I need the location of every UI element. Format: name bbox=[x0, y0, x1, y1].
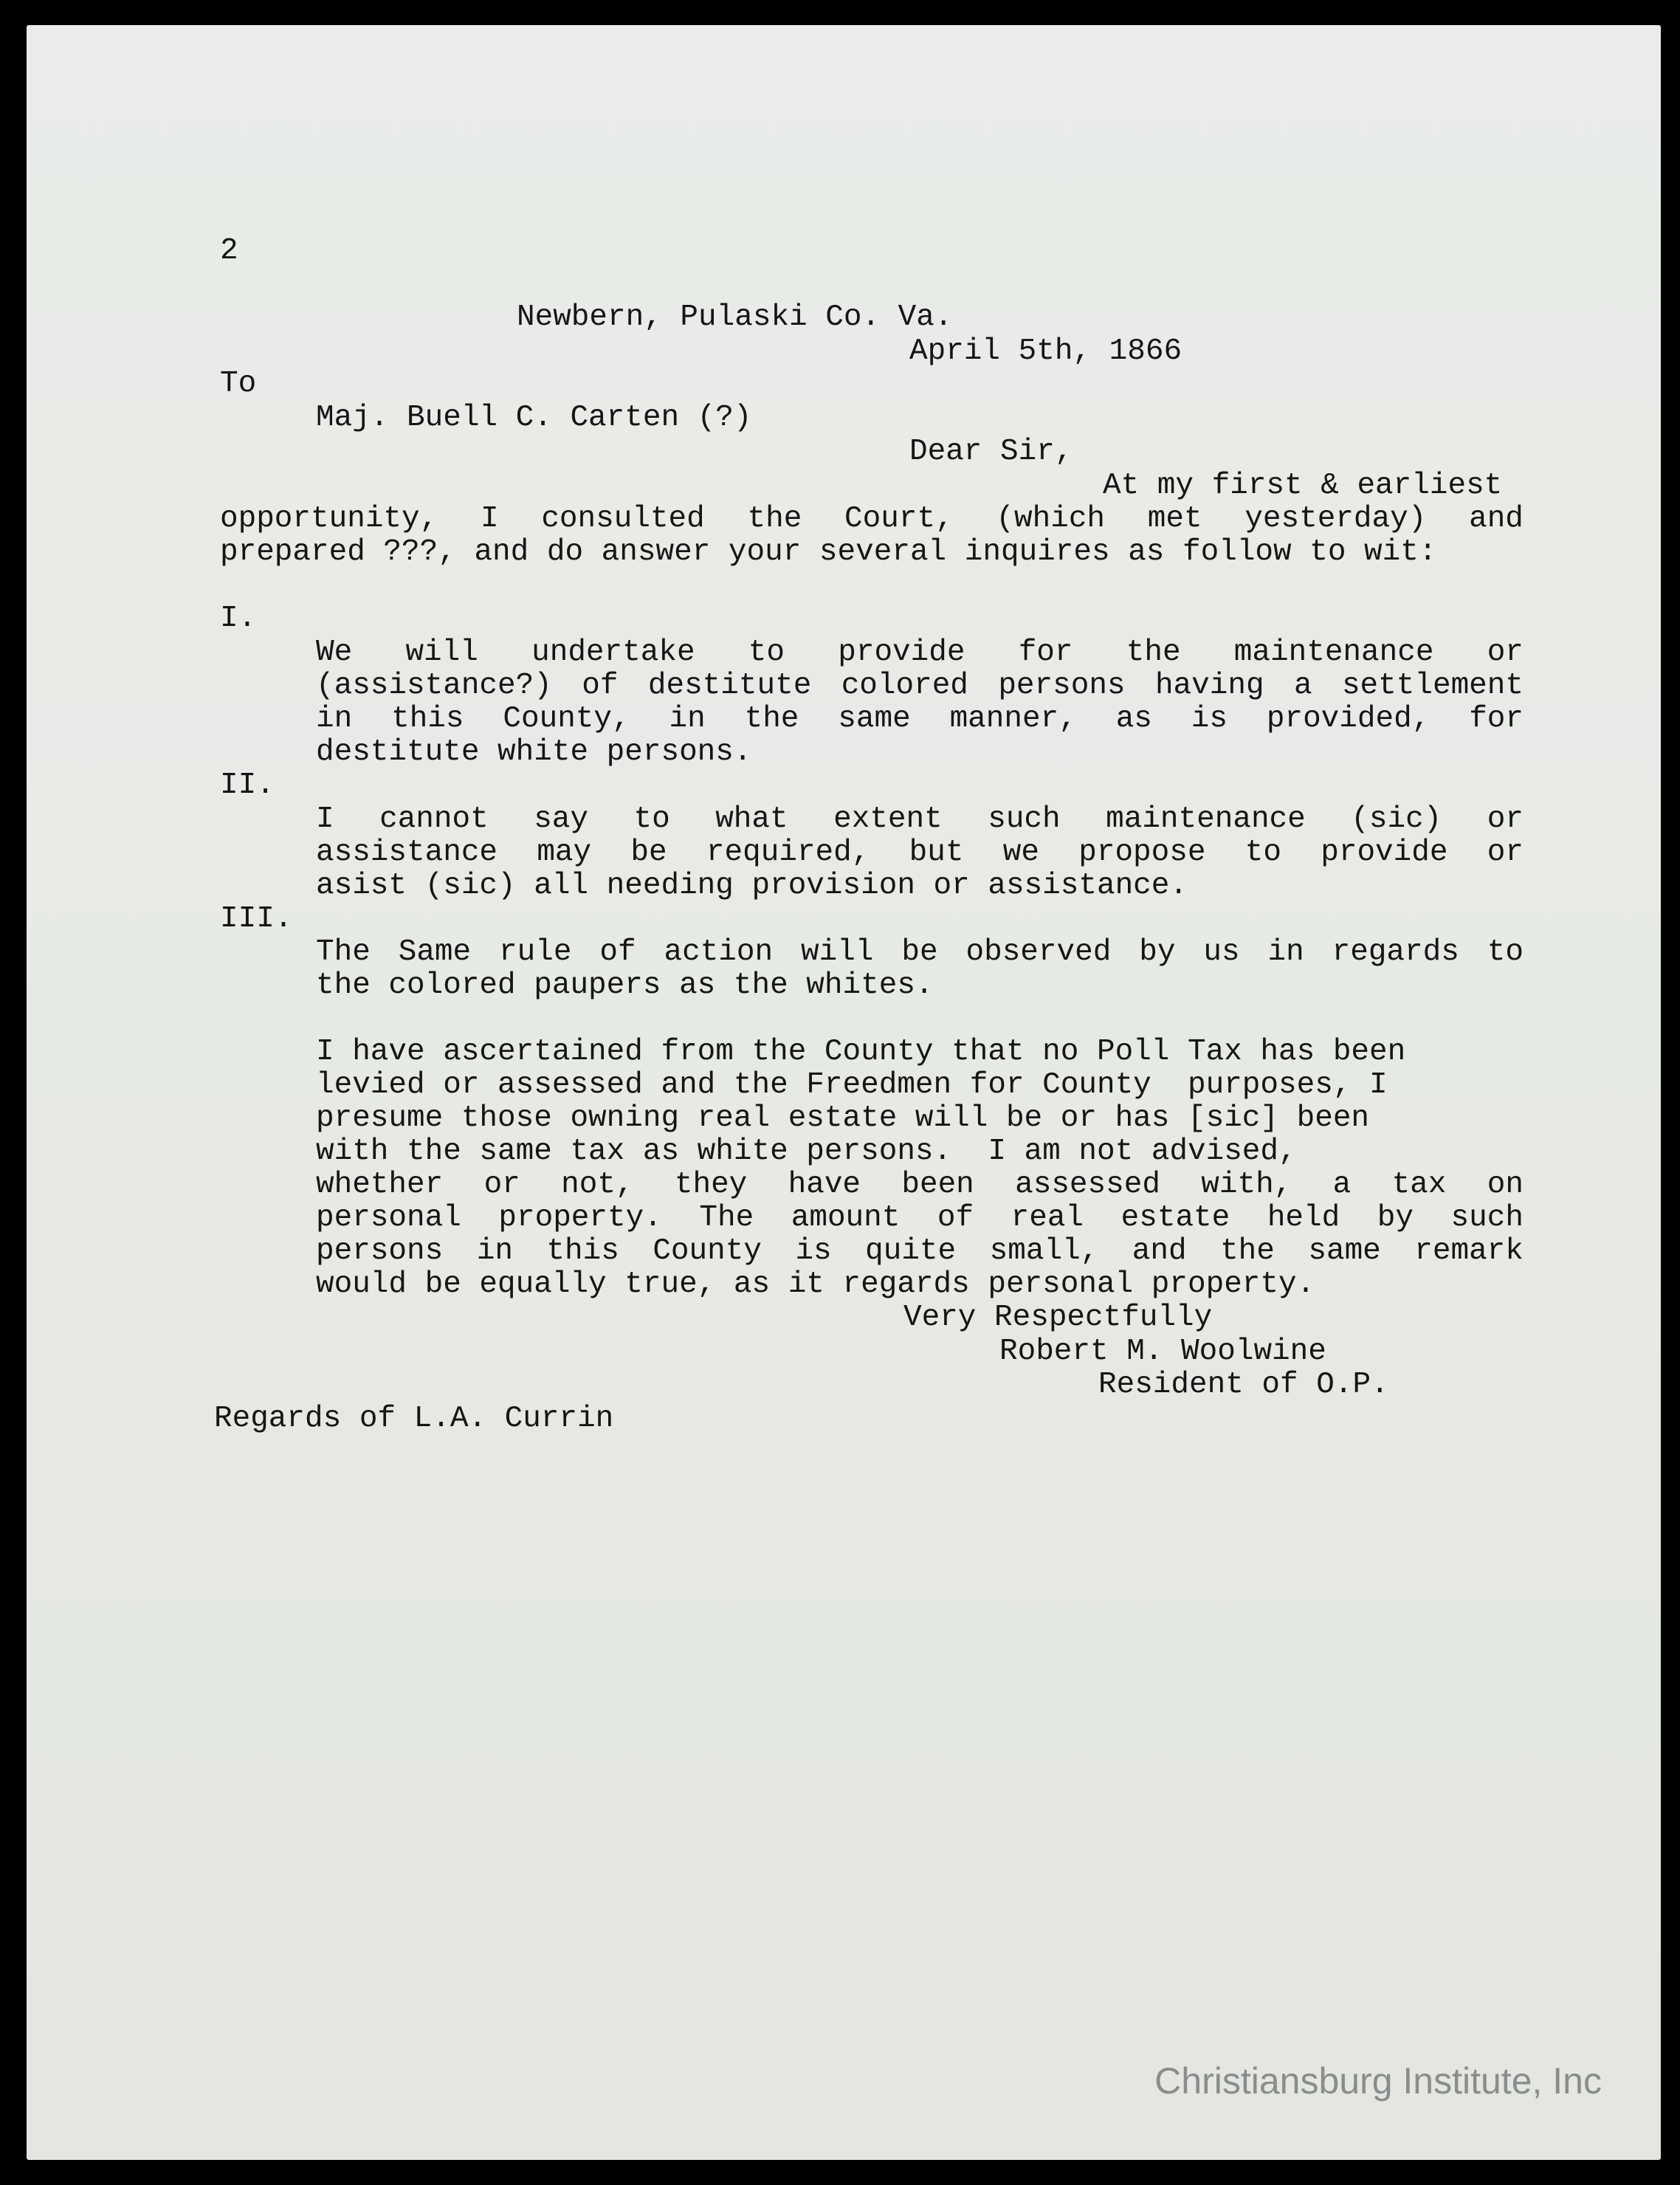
word: cannot bbox=[379, 802, 489, 836]
word: (sic) bbox=[1351, 802, 1442, 836]
section-line bbox=[316, 836, 1524, 870]
word: remark bbox=[1414, 1234, 1524, 1268]
word: us bbox=[1203, 935, 1240, 969]
word: such bbox=[988, 802, 1061, 836]
letter-place: Newbern, Pulaski Co. Va. bbox=[517, 300, 953, 334]
word: yesterday) bbox=[1244, 502, 1427, 536]
word: such bbox=[1450, 1201, 1524, 1235]
closing-paragraph-line: would be equally true, as it regards personal property. bbox=[316, 1267, 1315, 1301]
word: The bbox=[316, 935, 371, 969]
word: as bbox=[1115, 702, 1152, 736]
word: they bbox=[674, 1168, 748, 1202]
word: estate bbox=[1120, 1201, 1230, 1235]
word: having bbox=[1154, 669, 1264, 703]
closing-paragraph-line bbox=[316, 1169, 1524, 1202]
word: by bbox=[1139, 935, 1176, 969]
word: this bbox=[391, 702, 464, 736]
word: persons bbox=[998, 669, 1126, 703]
opening-line: prepared ???, and do answer your several inquires as follow to wit: bbox=[220, 535, 1437, 569]
word: colored bbox=[841, 669, 968, 703]
word: been bbox=[901, 1168, 974, 1202]
word: but bbox=[909, 836, 964, 870]
opening-line: At my first & earliest bbox=[1103, 469, 1503, 503]
signature-title: Resident of O.P. bbox=[1098, 1368, 1389, 1402]
word: assistance bbox=[316, 836, 498, 870]
word: consulted bbox=[541, 502, 705, 536]
word: of bbox=[582, 669, 619, 703]
word: not, bbox=[561, 1168, 634, 1202]
word: opportunity, bbox=[220, 502, 438, 536]
section-line: asist (sic) all needing provision or assistance. bbox=[316, 869, 1188, 903]
word: the bbox=[1220, 1234, 1275, 1268]
word: is bbox=[795, 1234, 832, 1268]
section-numeral: I. bbox=[220, 602, 257, 636]
word: small, bbox=[989, 1234, 1099, 1268]
signature-name: Robert M. Woolwine bbox=[999, 1335, 1326, 1369]
word: to bbox=[633, 802, 670, 836]
word: to bbox=[1244, 836, 1281, 870]
salutation: Dear Sir, bbox=[909, 435, 1073, 469]
word: property. bbox=[498, 1201, 662, 1235]
word: Court, bbox=[844, 502, 954, 536]
word: in bbox=[316, 702, 353, 736]
section-line: destitute white persons. bbox=[316, 735, 752, 769]
word: I bbox=[480, 502, 499, 536]
section-line bbox=[316, 636, 1524, 670]
word: in bbox=[1267, 935, 1304, 969]
word: destitute bbox=[647, 669, 812, 703]
section-line: the colored paupers as the whites. bbox=[316, 968, 934, 1002]
word: County, bbox=[503, 702, 630, 736]
word: persons bbox=[316, 1234, 444, 1268]
word: manner, bbox=[949, 702, 1077, 736]
word: and bbox=[1469, 502, 1524, 536]
word: to bbox=[748, 636, 785, 670]
word: met bbox=[1147, 502, 1202, 536]
word: We bbox=[316, 636, 353, 670]
word: regards bbox=[1332, 935, 1459, 969]
section-numeral: II. bbox=[220, 768, 275, 802]
closing-paragraph-line bbox=[316, 1202, 1524, 1235]
word: say bbox=[534, 802, 589, 836]
word: a bbox=[1332, 1168, 1352, 1202]
word: provide bbox=[1321, 836, 1448, 870]
word: by bbox=[1377, 1201, 1414, 1235]
word: I bbox=[316, 802, 334, 836]
recipient-name: Maj. Buell C. Carten (?) bbox=[316, 401, 752, 435]
word: County bbox=[653, 1234, 762, 1268]
valediction: Very Respectfully bbox=[903, 1301, 1213, 1335]
section-line bbox=[316, 803, 1524, 836]
word: in bbox=[669, 702, 706, 736]
word: (which bbox=[996, 502, 1106, 536]
word: settlement bbox=[1341, 669, 1524, 703]
word: maintenance bbox=[1106, 802, 1306, 836]
word: propose bbox=[1078, 836, 1206, 870]
word: with, bbox=[1201, 1168, 1292, 1202]
word: of bbox=[937, 1201, 974, 1235]
word: to bbox=[1487, 935, 1524, 969]
letter-date: April 5th, 1866 bbox=[909, 334, 1182, 368]
word: for bbox=[1469, 702, 1524, 736]
word: rule bbox=[499, 935, 572, 969]
word: we bbox=[1002, 836, 1039, 870]
closing-paragraph-line bbox=[316, 1235, 1524, 1268]
word: same bbox=[1308, 1234, 1381, 1268]
word: a bbox=[1293, 669, 1312, 703]
closing-paragraph-line: presume those owning real estate will be or has [sic] been bbox=[316, 1101, 1370, 1135]
word: the bbox=[1126, 636, 1181, 670]
word: for bbox=[1018, 636, 1073, 670]
word: amount bbox=[791, 1201, 901, 1235]
word: what bbox=[715, 802, 788, 836]
closing-paragraph-line: with the same tax as white persons. I am not advised, bbox=[316, 1135, 1297, 1169]
watermark-text: Christiansburg Institute, Inc bbox=[1154, 2060, 1602, 2102]
paper-sheet bbox=[27, 25, 1661, 2160]
closing-paragraph-line: levied or assessed and the Freedmen for County purposes, I bbox=[316, 1068, 1388, 1102]
word: (assistance?) bbox=[316, 669, 552, 703]
word: may bbox=[537, 836, 592, 870]
section-line bbox=[316, 703, 1524, 736]
to-label: To bbox=[220, 367, 257, 401]
word: on bbox=[1487, 1168, 1524, 1202]
word: provided, bbox=[1266, 702, 1431, 736]
word: the bbox=[747, 502, 802, 536]
word: assessed bbox=[1015, 1168, 1160, 1202]
word: quite bbox=[865, 1234, 957, 1268]
word: tax bbox=[1391, 1168, 1447, 1202]
word: same bbox=[838, 702, 911, 736]
word: in bbox=[476, 1234, 513, 1268]
word: or bbox=[1487, 636, 1524, 670]
word: of bbox=[599, 935, 636, 969]
word: this bbox=[546, 1234, 619, 1268]
section-numeral: III. bbox=[220, 902, 293, 936]
word: real bbox=[1011, 1201, 1084, 1235]
section-line bbox=[316, 670, 1524, 703]
word: is bbox=[1191, 702, 1228, 736]
word: have bbox=[788, 1168, 861, 1202]
word: or bbox=[483, 1168, 520, 1202]
word: personal bbox=[316, 1201, 461, 1235]
word: will bbox=[801, 935, 874, 969]
word: be bbox=[630, 836, 667, 870]
word: and bbox=[1132, 1234, 1187, 1268]
word: extent bbox=[833, 802, 943, 836]
word: maintenance bbox=[1233, 636, 1434, 670]
word: required, bbox=[706, 836, 870, 870]
word: The bbox=[699, 1201, 754, 1235]
word: or bbox=[1487, 836, 1524, 870]
word: whether bbox=[316, 1168, 444, 1202]
word: Same bbox=[398, 935, 472, 969]
word: be bbox=[901, 935, 938, 969]
page-number: 2 bbox=[220, 234, 238, 268]
word: held bbox=[1267, 1201, 1340, 1235]
word: undertake bbox=[531, 636, 695, 670]
word: or bbox=[1487, 802, 1524, 836]
word: provide bbox=[838, 636, 965, 670]
word: action bbox=[664, 935, 774, 969]
word: observed bbox=[965, 935, 1112, 969]
section-line bbox=[316, 936, 1524, 969]
word: will bbox=[405, 636, 478, 670]
opening-line bbox=[220, 503, 1524, 536]
word: the bbox=[744, 702, 799, 736]
closing-paragraph-line: I have ascertained from the County that no Poll Tax has been bbox=[316, 1035, 1406, 1069]
postscript: Regards of L.A. Currin bbox=[214, 1402, 614, 1436]
